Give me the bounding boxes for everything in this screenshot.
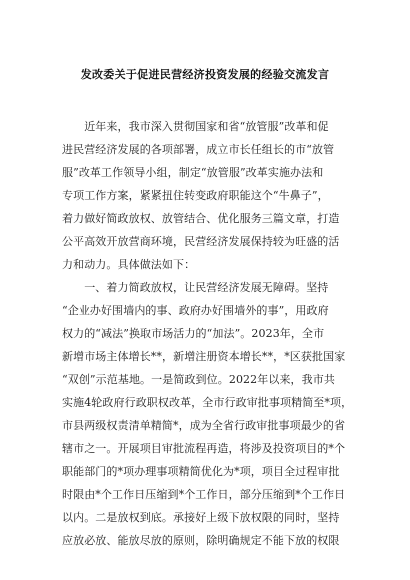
paragraph-line: 进民营经济发展的各项部署，成立市长任组长的市“放管 xyxy=(62,143,335,156)
paragraph-line: 着力做好简政放权、放管结合、优化服务三篇文章，打造 xyxy=(62,212,340,225)
paragraph-line: 权力的“减法”换取市场活力的“加法”。2023年，全市 xyxy=(62,327,325,340)
paragraph-line: 职能部门的*项办理事项精简优化为*项，项目全过程审批 xyxy=(62,465,340,478)
paragraph-line: 时限由*个工作日压缩到*个工作日，部分压缩到*个工作日 xyxy=(62,488,346,501)
paragraph-line: 力和动力。具体做法如下： xyxy=(62,258,196,271)
paragraph-line: “企业办好围墙内的事、政府办好围墙外的事”，用政府 xyxy=(62,304,329,317)
paragraph-line: 实施4轮政府行政职权改革，全市行政审批事项精简至*项， xyxy=(62,396,352,409)
paragraph-line: 辖市之一。开展项目审批流程再造，将涉及投资项目的*个 xyxy=(62,442,346,455)
document-body xyxy=(62,115,352,552)
paragraph-line: 近年来，我市深入贯彻国家和省“放管服”改革和促 xyxy=(62,120,329,133)
paragraph-line: 应放必放、能放尽放的原则，除明确规定不能下放的权限 xyxy=(62,534,340,547)
paragraph-line: 公平高效开放营商环境，民营经济发展保持较为旺盛的活 xyxy=(62,235,340,248)
paragraph-line: “双创”示范基地。一是简政到位。2022年以来，我市共 xyxy=(62,373,335,386)
paragraph-line: 服”改革工作领导小组，制定“放管服”改革实施办法和 xyxy=(62,166,324,179)
paragraph-line: 市县两级权责清单精简*，成为全省行政审批事项最少的省 xyxy=(62,419,346,432)
paragraph-line: 以内。二是放权到底。承接好上级下放权限的同时，坚持 xyxy=(62,511,340,524)
document-title: 发改委关于促进民营经济投资发展的经验交流发言 xyxy=(80,68,330,81)
paragraph-line: 新增市场主体增长**，新增注册资本增长**，*区获批国家 xyxy=(62,350,346,363)
paragraph-line: 一、着力简政放权，让民营经济发展无障碍。坚持 xyxy=(62,281,329,294)
paragraph-line: 专项工作方案，紧紧扭住转变政府职能这个“牛鼻子”， xyxy=(62,189,329,202)
